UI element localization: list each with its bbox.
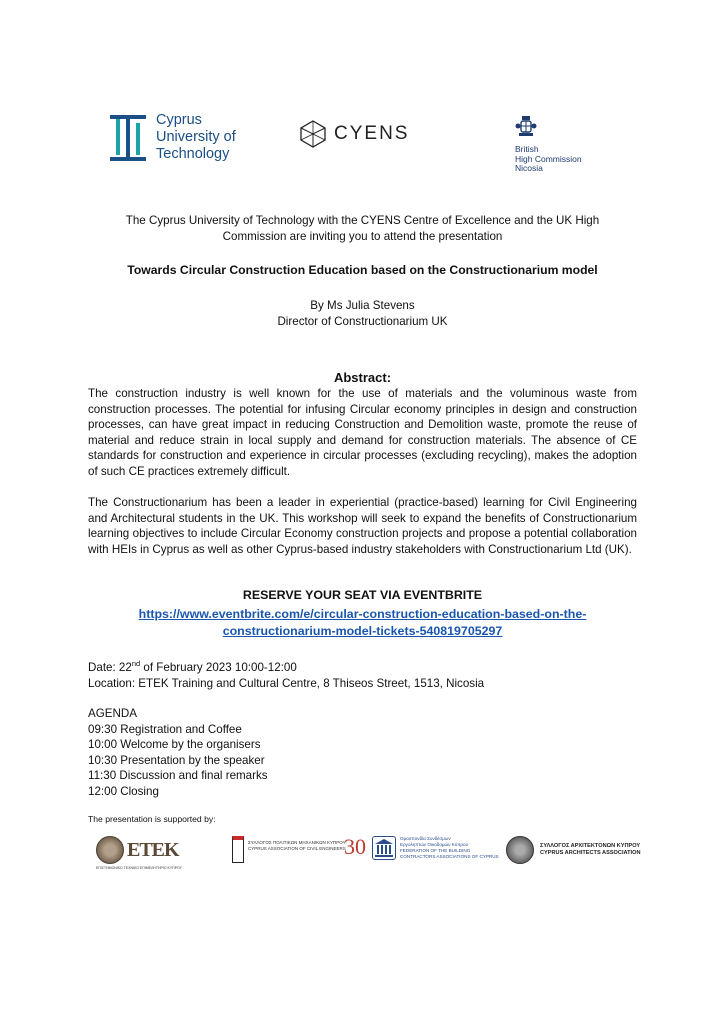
osek-text — [400, 836, 510, 860]
osek-line-3: FEDERATION OF THE BUILDING — [400, 848, 471, 853]
arch-line-1: ΣΥΛΛΟΓΟΣ ΑΡΧΙΤΕΚΤΟΝΩΝ ΚΥΠΡΟΥ — [540, 843, 641, 849]
osek-logo — [372, 836, 510, 860]
bhc-line-3: Nicosia — [515, 163, 543, 173]
etek-seal-icon — [96, 836, 124, 864]
supported-by-label: The presentation is supported by: — [88, 814, 216, 824]
building-columns-icon — [372, 836, 396, 860]
civil-engineers-text — [248, 836, 348, 852]
cyens-wordmark: CYENS — [334, 123, 410, 144]
agenda-item: 10:00 Welcome by the organisers — [88, 738, 261, 751]
date-rest: of February 2023 10:00-12:00 — [140, 661, 297, 674]
eventbrite-link-line-1[interactable]: https://www.eventbrite.com/e/circular-construction-education-based-on-the- — [138, 607, 587, 621]
cut-line-2: University of — [156, 129, 236, 145]
cyens-polyhedron-icon — [300, 120, 326, 148]
agenda-heading: AGENDA — [88, 707, 137, 720]
bhc-line-1: British — [515, 144, 539, 154]
date-prefix: Date: 22 — [88, 661, 132, 674]
reserve-heading: RESERVE YOUR SEAT VIA EVENTBRITE — [242, 588, 483, 602]
intro-line-2: Commission are inviting you to attend the presentation — [222, 229, 503, 243]
eventbrite-link-line-2[interactable]: constructionarium-model-tickets-540819705297 — [222, 624, 503, 638]
event-location: Location: ETEK Training and Cultural Centre, 8 Thiseos Street, 1513, Nicosia — [88, 676, 485, 690]
architects-text — [540, 843, 641, 857]
eventbrite-link[interactable] — [88, 606, 637, 640]
osek-line-4: CONTRACTORS ASSOCIATIONS OF CYPRUS — [400, 854, 499, 859]
cut-emblem-icon — [110, 115, 146, 161]
cut-logo — [110, 112, 236, 163]
speaker-role: Director of Constructionarium UK — [277, 314, 448, 328]
civil-engineers-logo — [232, 836, 366, 863]
cut-logo-text — [156, 112, 236, 163]
event-date — [88, 660, 637, 676]
cyens-logo — [300, 120, 409, 148]
agenda-item: 12:00 Closing — [88, 784, 159, 798]
abstract-paragraph-1: The construction industry is well known for the use of materials and the voluminous waste from construction processes. The potential for infusing Circular economy principles in design and construction processes, can have great impact in reducing Construction and Demolition waste, promote the reuse of material and reduce strain in local supply and demand for construction materials. The absence of CE standards for construction and experience in circular processes (excluding recycling), makes the adoption of such CE practices extremely difficult. — [88, 387, 637, 478]
speaker-name: By Ms Julia Stevens — [310, 299, 415, 312]
intro-text — [88, 213, 637, 244]
architects-seal-icon — [506, 836, 534, 864]
agenda-item: 09:30 Registration and Coffee — [88, 722, 242, 736]
date-ordinal: nd — [131, 659, 141, 668]
osek-line-2: Εργοληπτών Οικοδομών Κύπρου — [400, 842, 469, 847]
cut-line-3: Technology — [156, 146, 230, 162]
royal-coat-of-arms-icon — [515, 114, 537, 138]
agenda — [88, 706, 637, 799]
etek-subtitle: ΕΠΙΣΤΗΜΟΝΙΚΟ ΤΕΧΝΙΚΟ ΕΠΙΜΕΛΗΤΗΡΙΟ ΚΥΠΡΟΥ — [96, 866, 182, 870]
bhc-line-2: High Commission — [515, 153, 582, 164]
speaker-info — [88, 298, 637, 329]
architects-association-logo — [506, 836, 641, 864]
british-high-commission-logo — [515, 114, 582, 174]
cut-line-1: Cyprus — [156, 112, 202, 128]
agenda-item: 11:30 Discussion and final remarks — [88, 769, 268, 782]
abstract-heading: Abstract: — [333, 370, 392, 385]
intro-line-1: The Cyprus University of Technology with the CYENS Centre of Excellence and the UK High — [125, 214, 600, 227]
supporter-logos — [0, 832, 725, 872]
civil-line-2: CYPRUS ASSOCIATION OF CIVIL ENGINEERS — [248, 846, 346, 851]
column-icon — [232, 836, 244, 863]
arch-line-2: CYPRUS ARCHITECTS ASSOCIATION — [540, 850, 641, 856]
top-logos — [0, 108, 725, 173]
etek-wordmark: ΕΤΕΚ — [127, 838, 179, 861]
bhc-logo-text — [515, 145, 582, 174]
agenda-item: 10:30 Presentation by the speaker — [88, 753, 265, 767]
civil-line-1: ΣΥΛΛΟΓΟΣ ΠΟΛΙΤΙΚΩΝ ΜΗΧΑΝΙΚΩΝ ΚΥΠΡΟΥ — [248, 840, 346, 845]
osek-line-1: Ομοσπονδία Συνδέσμων — [400, 836, 451, 841]
etek-logo — [96, 836, 182, 870]
presentation-title: Towards Circular Construction Education based on the Constructionarium model — [127, 263, 598, 277]
event-details — [88, 660, 637, 691]
abstract-paragraph-2: The Constructionarium has been a leader in experiential (practice-based) learning for Civil Engineering and Architectural students in the UK. This workshop will seek to expand the benefits of Constructionarium learning objectives to include Circular Economy construction projects and propose a potential collaboration with HEIs in Cyprus as well as other Cyprus-based industry stakeholders with Constructionarium Ltd (UK). — [88, 496, 637, 556]
anniversary-30: 30 — [344, 834, 366, 859]
